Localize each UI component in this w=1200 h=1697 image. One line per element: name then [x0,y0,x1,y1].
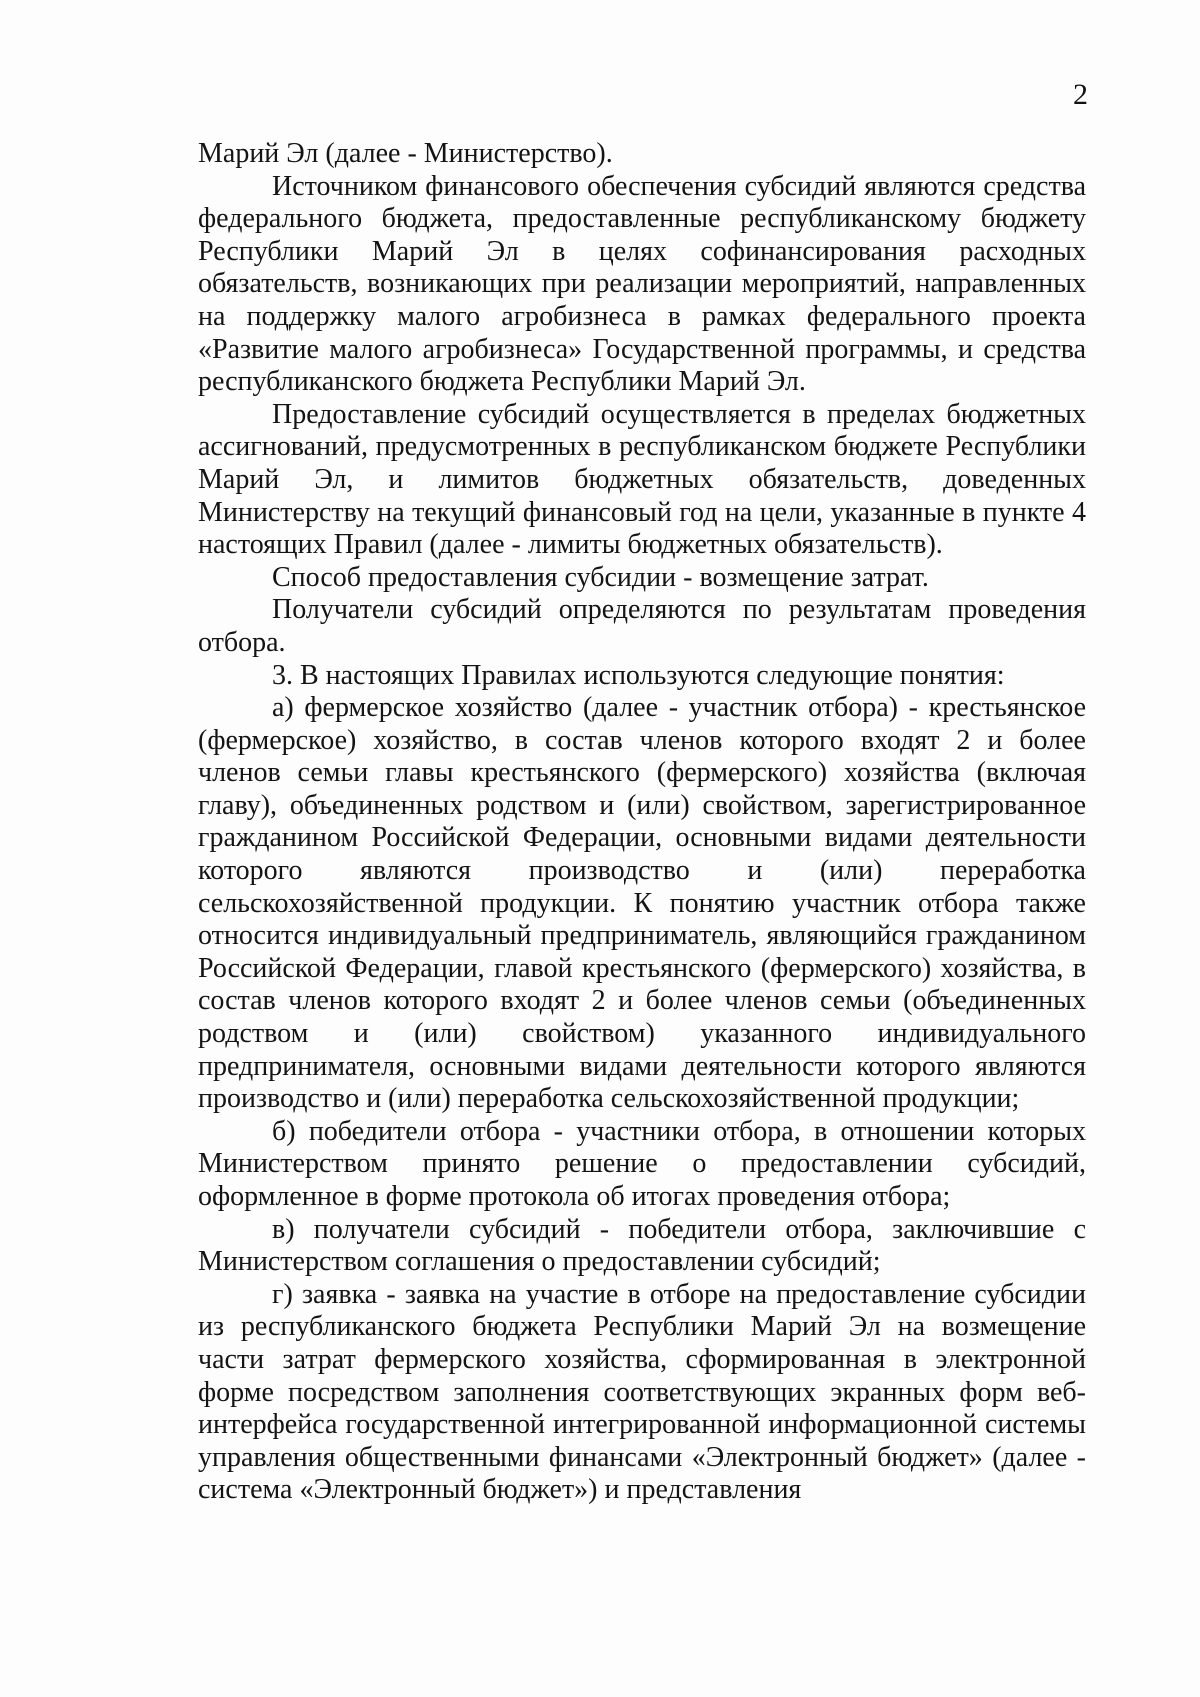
paragraph-definition-v: в) получатели субсидий - победители отбора, заключившие с Министерством соглашения о предоставлении субсидий; [198,1213,1086,1278]
paragraph-subsidy-method: Способ предоставления субсидии - возмещение затрат. [272,561,929,593]
paragraph-definitions-intro: 3. В настоящих Правилах используются следующие понятия: [272,659,1005,691]
paragraph-definition-g: г) заявка - заявка на участие в отборе на предоставление субсидии из республиканского бюджета Республики Марий Эл на возмещение части затрат фермерского хозяйства, сформированная в электронной форме посредством заполнения соответствующих экранных форм веб-интерфейса государственной интегрированной информационной системы управления общественными финансами «Электронный бюджет» (далее - система «Электронный бюджет») и представления [198,1278,1086,1506]
paragraph-continuation: Марий Эл (далее - Министерство). [198,138,613,169]
paragraph-definition-b: б) победители отбора - участники отбора, в отношении которых Министерством принято решение о предоставлении субсидий, оформленное в форме протокола об итогах проведения отбора; [198,1115,1086,1212]
paragraph-definition-a: а) фермерское хозяйство (далее - участник отбора) - крестьянское (фермерское) хозяйство, в состав членов которого входят 2 и более членов семьи главы крестьянского (фермерского) хозяйства (включая главу), объединенных родством и (или) свойством, зарегистрированное гражданином Российской Федерации, основными видами деятельности которого являются производство и (или) переработка сельскохозяйственной продукции. К понятию участник отбора также относится индивидуальный предприниматель, являющийся гражданином Российской Федерации, главой крестьянского (фермерского) хозяйства, в состав членов которого входят 2 и более членов семьи (объединенных родством и (или) свойством) указанного индивидуального предпринимателя, основными видами деятельности которого являются производство и (или) переработка сельскохозяйственной продукции; [198,692,1086,1115]
page-number: 2 [1073,78,1088,111]
paragraph-budget-allocations: Предоставление субсидий осуществляется в пределах бюджетных ассигнований, предусмотренных в республиканском бюджете Республики Марий Эл, и лимитов бюджетных обязательств, доведенных Министерству на текущий финансовый год на цели, указанные в пункте 4 настоящих Правил (далее - лимиты бюджетных обязательств). [198,398,1086,561]
document-body [198,138,1086,1507]
paragraph-recipients: Получатели субсидий определяются по результатам проведения отбора. [198,594,1086,658]
paragraph-funding-source: Источником финансового обеспечения субсидий являются средства федерального бюджета, предоставленные республиканскому бюджету Республики Марий Эл в целях софинансирования расходных обязательств, возникающих при реализации мероприятий, направленных на поддержку малого агробизнеса в рамках федерального проекта «Развитие малого агробизнеса» Государственной программы, и средства республиканского бюджета Республики Марий Эл. [198,170,1086,398]
